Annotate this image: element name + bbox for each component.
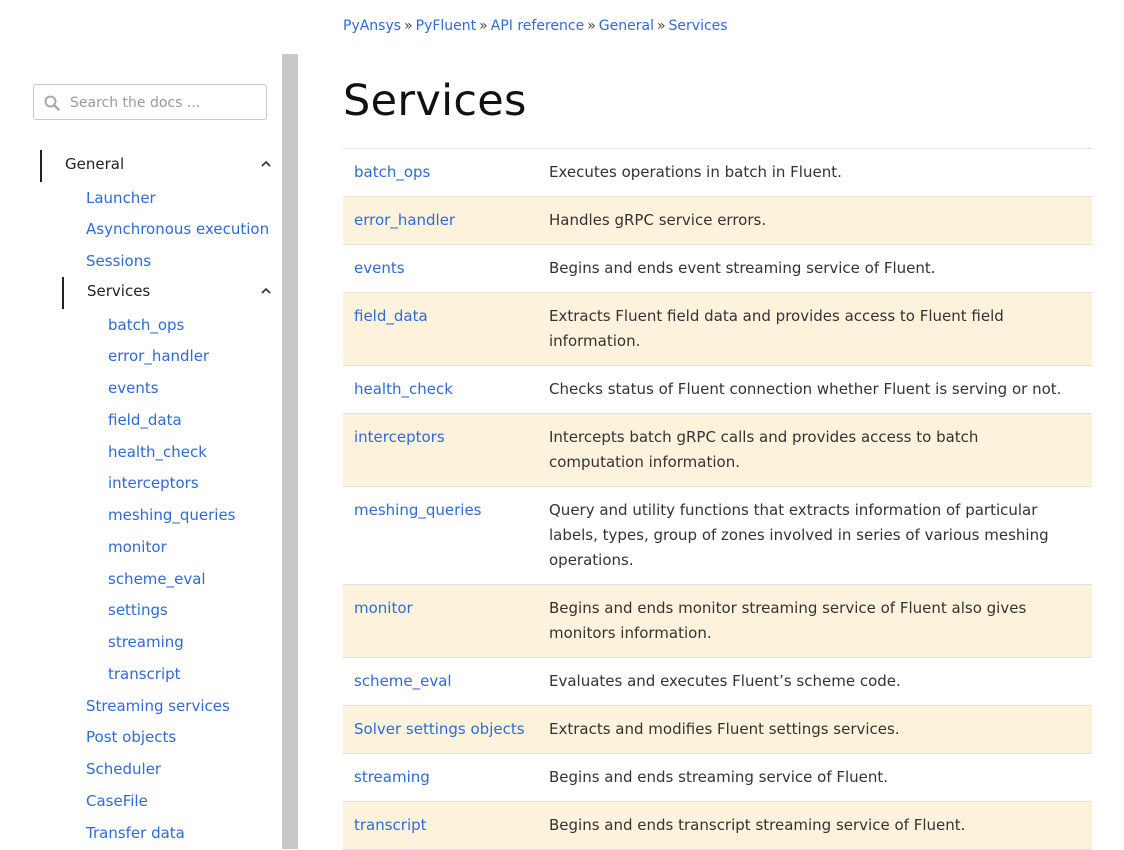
sidebar-item-streaming-services[interactable]: Streaming services — [86, 697, 230, 715]
service-link-events[interactable]: events — [354, 259, 405, 277]
sidebar-subitem-streaming[interactable]: streaming — [108, 633, 184, 651]
service-description: Checks status of Fluent connection whether Fluent is serving or not. — [549, 380, 1062, 398]
service-link-streaming[interactable]: streaming — [354, 768, 430, 786]
service-description: Begins and ends streaming service of Fluent. — [549, 768, 889, 786]
table-row — [343, 585, 1092, 658]
breadcrumb-separator: » — [656, 18, 666, 34]
sidebar-item-sessions[interactable]: Sessions — [86, 252, 152, 270]
search-box[interactable] — [33, 84, 267, 120]
breadcrumb-general[interactable]: General — [598, 18, 654, 34]
sidebar-section-general[interactable] — [40, 150, 278, 182]
sidebar-item-transfer-data[interactable]: Transfer data — [86, 824, 185, 842]
table-row — [343, 658, 1092, 706]
table-row — [343, 487, 1092, 585]
service-description: Query and utility functions that extracts information of particular labels, types, group of zones involved in series of various meshing operations. — [549, 501, 1049, 569]
service-link-transcript[interactable]: transcript — [354, 816, 427, 834]
service-link-meshing-queries[interactable]: meshing_queries — [354, 501, 482, 519]
table-row — [343, 197, 1092, 245]
sidebar-scrollbar[interactable] — [282, 54, 298, 849]
sidebar-item-scheduler[interactable]: Scheduler — [86, 760, 162, 778]
services-table — [343, 148, 1092, 850]
service-link-health-check[interactable]: health_check — [354, 380, 453, 398]
sidebar-subitem-transcript[interactable]: transcript — [108, 665, 181, 683]
search-input[interactable] — [68, 92, 258, 114]
service-description: Executes operations in batch in Fluent. — [549, 163, 842, 181]
table-row — [343, 754, 1092, 802]
sidebar-item-services-current[interactable] — [62, 277, 278, 309]
sidebar-item-post-objects[interactable]: Post objects — [86, 728, 177, 746]
sidebar-item-launcher[interactable]: Launcher — [86, 189, 156, 207]
service-link-interceptors[interactable]: interceptors — [354, 428, 445, 446]
service-link-batch-ops[interactable]: batch_ops — [354, 163, 431, 181]
service-description: Extracts and modifies Fluent settings services. — [549, 720, 900, 738]
table-row — [343, 414, 1092, 487]
service-link-field-data[interactable]: field_data — [354, 307, 428, 325]
service-description: Evaluates and executes Fluent’s scheme code. — [549, 672, 901, 690]
service-description: Intercepts batch gRPC calls and provides access to batch computation information. — [549, 428, 979, 471]
service-description: Begins and ends transcript streaming service of Fluent. — [549, 816, 966, 834]
sidebar-item-casefile[interactable]: CaseFile — [86, 792, 148, 810]
sidebar-subitem-batch-ops[interactable]: batch_ops — [108, 316, 185, 334]
service-description: Begins and ends monitor streaming service of Fluent also gives monitors information. — [549, 599, 1027, 642]
sidebar-subitem-error-handler[interactable]: error_handler — [108, 347, 210, 365]
search-icon — [43, 94, 61, 112]
breadcrumb-pyansys[interactable]: PyAnsys — [343, 18, 402, 34]
breadcrumb — [343, 18, 728, 34]
sidebar-current-label: Services — [87, 282, 151, 300]
sidebar-item-asynchronous-execution[interactable]: Asynchronous execution — [86, 220, 270, 238]
sidebar-subitem-monitor[interactable]: monitor — [108, 538, 167, 556]
sidebar-section-label: General — [65, 155, 125, 173]
table-row — [343, 149, 1092, 197]
service-description: Handles gRPC service errors. — [549, 211, 767, 229]
page-title: Services — [343, 76, 527, 126]
sidebar-subitem-health-check[interactable]: health_check — [108, 443, 207, 461]
service-link-error-handler[interactable]: error_handler — [354, 211, 456, 229]
service-description: Extracts Fluent field data and provides access to Fluent field information. — [549, 307, 1004, 350]
sidebar-subitem-events[interactable]: events — [108, 379, 159, 397]
sidebar-subitem-interceptors[interactable]: interceptors — [108, 474, 199, 492]
sidebar — [0, 0, 282, 849]
sidebar-subitem-field-data[interactable]: field_data — [108, 411, 182, 429]
breadcrumb-pyfluent[interactable]: PyFluent — [415, 18, 477, 34]
table-row — [343, 802, 1092, 850]
service-link-scheme-eval[interactable]: scheme_eval — [354, 672, 452, 690]
breadcrumb-separator: » — [479, 18, 488, 34]
table-row — [343, 245, 1092, 293]
service-link-monitor[interactable]: monitor — [354, 599, 413, 617]
breadcrumb-separator: » — [404, 18, 413, 34]
breadcrumb-separator: » — [587, 18, 596, 34]
chevron-up-icon[interactable] — [260, 159, 272, 169]
service-description: Begins and ends event streaming service of Fluent. — [549, 259, 936, 277]
chevron-up-icon[interactable] — [260, 286, 272, 296]
breadcrumb-services[interactable]: Services — [668, 18, 728, 34]
service-link-solver-settings-objects[interactable]: Solver settings objects — [354, 720, 525, 738]
table-row — [343, 366, 1092, 414]
table-row — [343, 706, 1092, 754]
table-row — [343, 293, 1092, 366]
breadcrumb-api-reference[interactable]: API reference — [490, 18, 585, 34]
sidebar-subitem-settings[interactable]: settings — [108, 601, 168, 619]
sidebar-subitem-scheme-eval[interactable]: scheme_eval — [108, 570, 206, 588]
sidebar-subitem-meshing-queries[interactable]: meshing_queries — [108, 506, 236, 524]
